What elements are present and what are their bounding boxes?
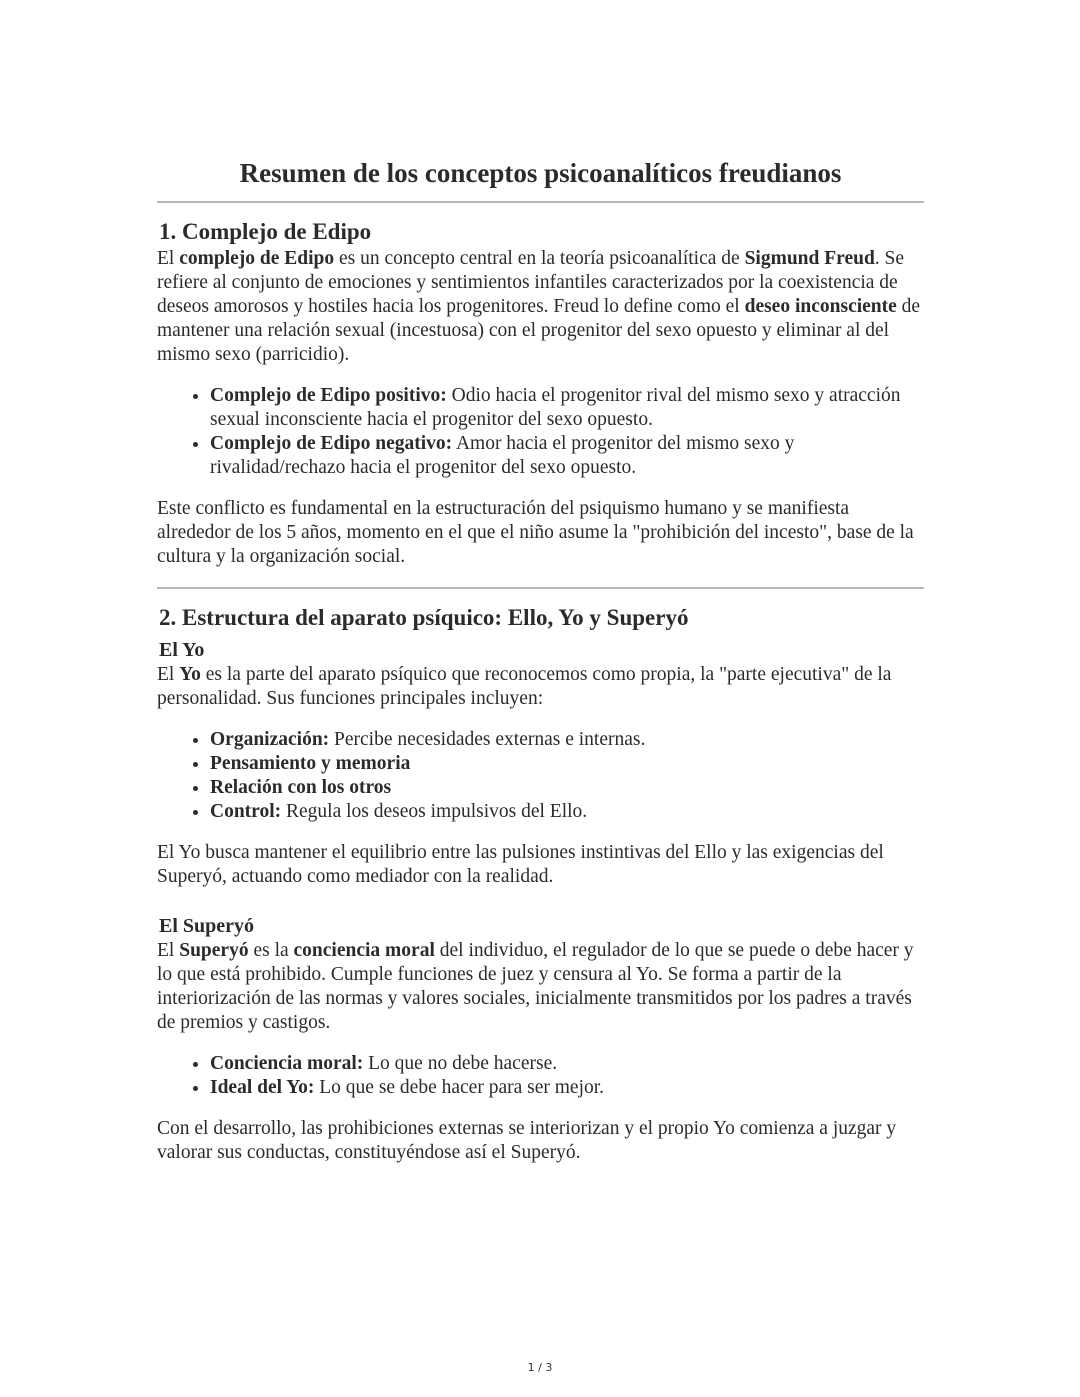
list-item	[210, 1052, 924, 1076]
paragraph: El Yo busca mantener el equilibrio entre las pulsiones instintivas del Ello y las exigencias del Superyó, actuando como mediador con la realidad.	[157, 842, 884, 887]
text: es la	[248, 940, 294, 961]
list-item	[210, 384, 924, 432]
document-title: Resumen de los conceptos psicoanalíticos freudianos	[239, 158, 842, 188]
bold-text: Relación con los otros	[210, 777, 392, 798]
text: Amor hacia el progenitor del mismo sexo y rivalidad/rechazo hacia el progenitor del sexo opuesto.	[210, 433, 795, 478]
bold-text: Control:	[210, 801, 282, 822]
document-page	[157, 155, 924, 1165]
bold-text: Complejo de Edipo negativo:	[210, 433, 453, 454]
page-number: 1 / 3	[527, 1361, 553, 1374]
bold-text: Superyó	[179, 940, 249, 961]
bullet-list	[157, 384, 924, 480]
bullet-list	[157, 1052, 924, 1100]
text: Percibe necesidades externas e internas.	[329, 729, 646, 750]
section-heading: 2. Estructura del aparato psíquico: Ello, Yo y Superyó	[159, 605, 689, 630]
list-item	[210, 728, 924, 752]
list-item	[210, 752, 924, 776]
paragraph: Este conflicto es fundamental en la estructuración del psiquismo humano y se manifiesta alrededor de los 5 años, momento en el que el niño asume la "prohibición del incesto", base de la cultura y la organización social.	[157, 498, 914, 567]
paragraph	[157, 939, 924, 1035]
text: Lo que se debe hacer para ser mejor.	[314, 1077, 605, 1098]
text: Regula los deseos impulsivos del Ello.	[281, 801, 588, 822]
paragraph: Con el desarrollo, las prohibiciones externas se interiorizan y el propio Yo comienza a juzgar y valorar sus conductas, constituyéndose así el Superyó.	[157, 1118, 897, 1163]
list-item	[210, 1076, 924, 1100]
text: El	[157, 940, 180, 961]
text: Odio hacia el progenitor rival del mismo sexo y atracción sexual inconsciente hacia el progenitor del sexo opuesto.	[210, 385, 901, 430]
subsection-heading: El Yo	[159, 639, 205, 661]
bold-text: Conciencia moral:	[210, 1053, 364, 1074]
text: . Se refiere al conjunto de emociones y sentimientos infantiles caracterizados por la coexistencia de deseos amorosos y hostiles hacia los progenitores. Freud lo define como el	[157, 248, 905, 317]
bold-text: conciencia moral	[293, 940, 435, 961]
text: es la parte del aparato psíquico que reconocemos como propia, la "parte ejecutiva" de la personalidad. Sus funciones principales incluyen:	[157, 664, 892, 709]
bold-text: Yo	[179, 664, 201, 685]
subsection-heading: El Superyó	[159, 915, 255, 937]
divider	[157, 201, 924, 203]
bold-text: deseo inconsciente	[744, 296, 897, 317]
text: de mantener una relación sexual (incestuosa) con el progenitor del sexo opuesto y eliminar al del mismo sexo (parricidio).	[157, 296, 921, 365]
paragraph	[157, 663, 924, 711]
section-complejo-edipo	[157, 217, 924, 569]
bold-text: complejo de Edipo	[179, 248, 335, 269]
list-item	[210, 432, 924, 480]
bold-text: Organización:	[210, 729, 330, 750]
text: El	[157, 664, 180, 685]
text: Lo que no debe hacerse.	[363, 1053, 558, 1074]
bullet-list	[157, 728, 924, 824]
list-item	[210, 776, 924, 800]
text: El	[157, 248, 180, 269]
text: del individuo, el regulador de lo que se puede o debe hacer y lo que está prohibido. Cumple funciones de juez y censura al Yo. Se forma a partir de la interiorización de las normas y valores sociales, inicialmente transmitidos por los padres a través de premios y castigos.	[157, 940, 914, 1033]
divider	[157, 587, 924, 589]
bold-text: Ideal del Yo:	[210, 1077, 315, 1098]
list-item	[210, 800, 924, 824]
section-heading: 1. Complejo de Edipo	[159, 219, 372, 244]
paragraph	[157, 247, 924, 367]
text: es un concepto central en la teoría psicoanalítica de	[334, 248, 745, 269]
section-aparato-psiquico	[157, 603, 924, 1165]
bold-text: Sigmund Freud	[744, 248, 875, 269]
bold-text: Pensamiento y memoria	[210, 753, 411, 774]
bold-text: Complejo de Edipo positivo:	[210, 385, 447, 406]
